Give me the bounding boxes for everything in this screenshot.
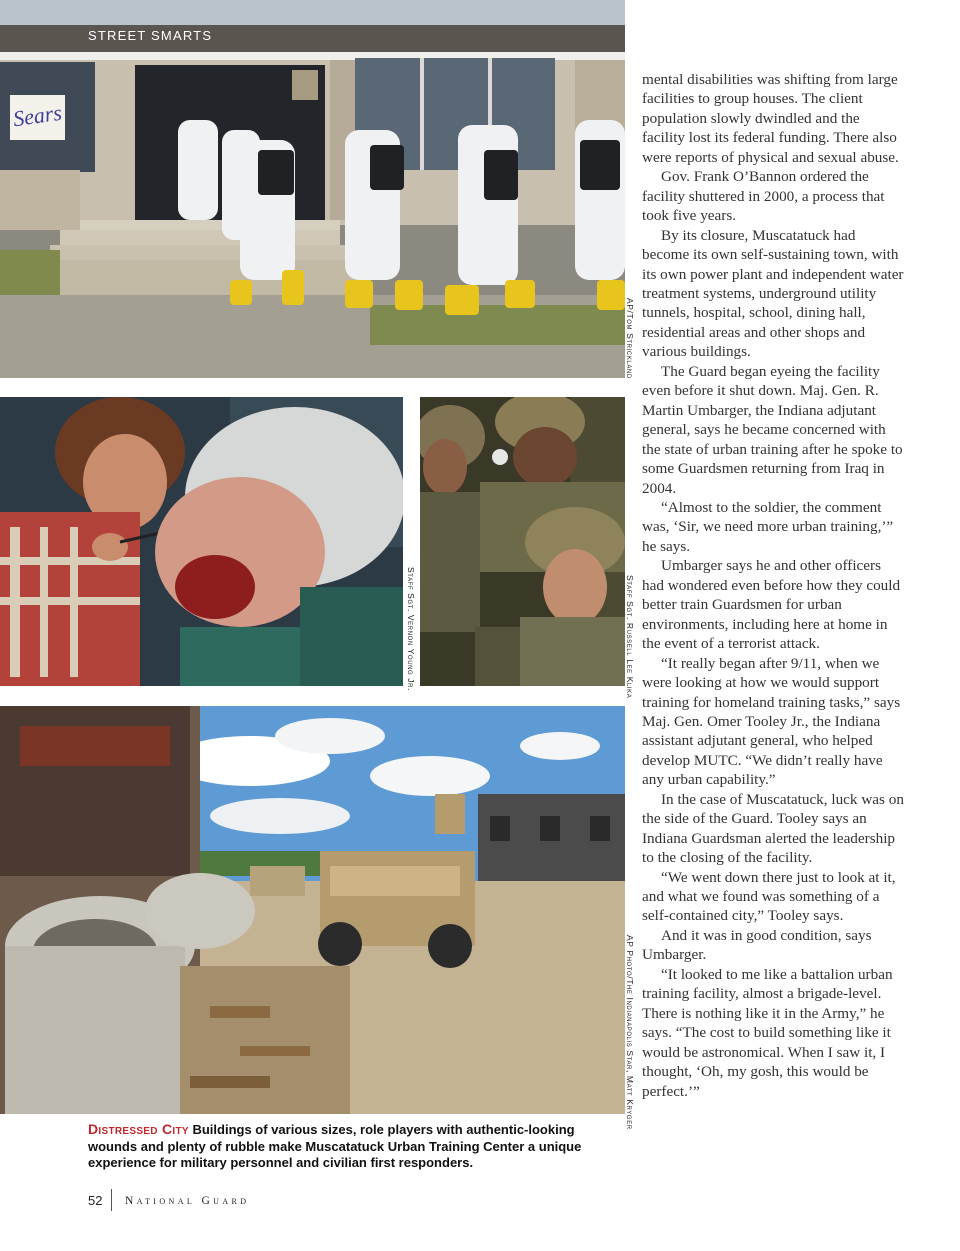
page-number: 52 xyxy=(88,1193,103,1208)
article-paragraph: By its closure, Muscatatuck had become its own self-sustaining town, with its own power plant and independent water treatment systems, underground utility tunnels, hospital, school, dining hall, residential areas and other shops and various buildings. xyxy=(642,226,904,361)
caption-body: Buildings of various sizes, role players with authentic-looking wounds and plenty of rubble make Muscatatuck Urban Training Center a unique experience for military personnel and civilian first responders. xyxy=(88,1122,582,1170)
hazmat-team-photo xyxy=(0,0,625,378)
article-paragraph: Gov. Frank O’Bannon ordered the facility shuttered in 2000, a process that took five years. xyxy=(642,168,885,225)
humvee-rubble-photo xyxy=(0,706,625,1114)
magazine-name: National Guard xyxy=(125,1195,250,1207)
article-paragraph: “Almost to the soldier, the comment was, ‘Sir, we need more urban training,’” he says. xyxy=(642,498,894,555)
article-column xyxy=(642,70,904,1101)
soldiers-photo-credit: Staff Sgt. Russell Lee Klika xyxy=(625,575,635,699)
humvee-photo-credit: AP Photo/The Indianapolis Star, Matt Kryger xyxy=(625,935,635,1130)
store-sign-text: Sears xyxy=(11,99,64,132)
section-label: STREET SMARTS xyxy=(88,28,213,43)
caption-title: Distressed City xyxy=(88,1121,189,1137)
article-paragraph: In the case of Muscatatuck, luck was on the side of the Guard. Tooley says an Indiana Guardsman alerted the leadership to the closing of the facility. xyxy=(642,790,904,867)
article-paragraph: Umbarger says he and other officers had wondered even before how they could better train Guardsmen for urban environments, including here at home in the event of a terrorist attack. xyxy=(642,557,901,653)
photo-caption xyxy=(88,1121,618,1172)
article-paragraph: mental disabilities was shifting from large facilities to group houses. The client population slowly dwindled and the facility lost its federal funding. There also were reports of physical and sexual abuse. xyxy=(642,71,899,166)
article-paragraph: The Guard began eyeing the facility even before it shut down. Maj. Gen. R. Martin Umbarger, the Indiana adjutant general, says he became concerned with the state of urban training after he spoke to some Guardsmen returning from Iraq in 2004. xyxy=(642,362,903,497)
hazmat-photo-credit: AP/Tom Strickland xyxy=(625,298,635,379)
article-paragraph: And it was in good condition, says Umbarger. xyxy=(642,926,872,964)
footer-divider xyxy=(111,1189,112,1211)
moulage-makeup-photo xyxy=(0,397,403,686)
makeup-photo-credit: Staff Sgt. Vernon Young Jr. xyxy=(406,567,416,692)
article-paragraph: “It looked to me like a battalion urban training facility, almost a brigade-level. There is nothing like it in the Army,” he says. “The cost to build something like it would be astronomical. When I saw it, I thought, ‘Oh, my gosh, this would be perfect.’” xyxy=(642,965,893,1100)
article-paragraph: “We went down there just to look at it, and what we found was something of a self-contained city,” Tooley says. xyxy=(642,868,896,925)
soldiers-photo xyxy=(420,397,625,686)
article-paragraph: “It really began after 9/11, when we were looking at how we would support training for homeland training tasks,” says Maj. Gen. Omer Tooley Jr., the Indiana assistant adjutant general, who helped develop MUTC. “We didn’t really have any urban capability.” xyxy=(642,654,901,789)
